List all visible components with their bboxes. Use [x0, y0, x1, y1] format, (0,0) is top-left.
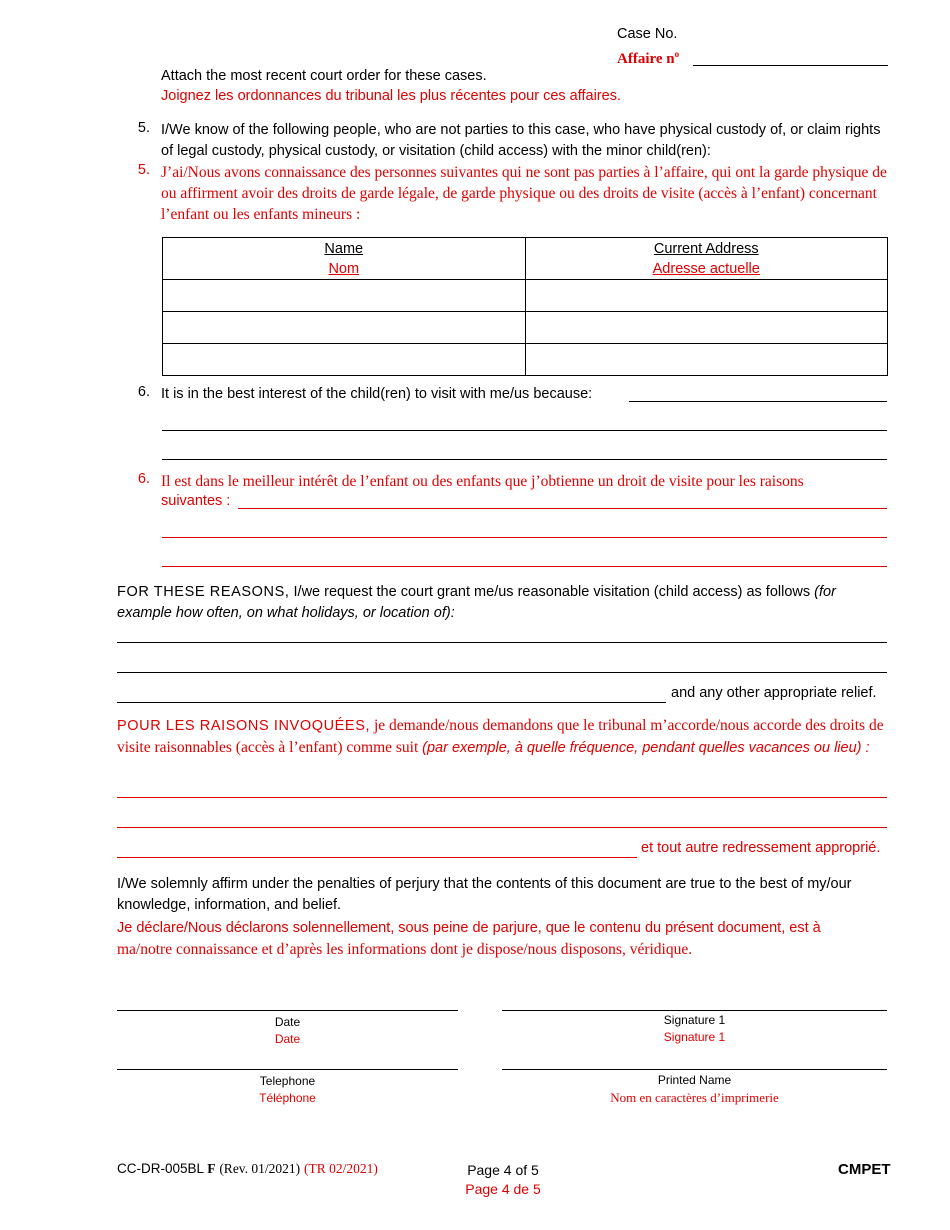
- visitation-field-1[interactable]: [117, 642, 887, 643]
- item5-text-en: I/We know of the following people, who are not parties to this case, who have physical custody of, or claim rights of legal custody, physical custody, or visitation (child access) with the minor child(ren):: [161, 122, 881, 159]
- item6-reason-field-1[interactable]: [629, 401, 887, 402]
- visitation-fr-field-3[interactable]: [117, 857, 637, 858]
- item6-number-fr: 6.: [137, 471, 150, 487]
- name-cell[interactable]: [163, 312, 526, 344]
- table-row: [163, 280, 888, 312]
- reasons-text-fr: POUR LES RAISONS INVOQUÉES, je demande/nous demandons que le tribunal m’accorde/nous accorde des droits de visite raisonnables (accès à l’enfant) comme suit (par exemple, à quelle fréquence, pendant quelles vacances ou lieu) :: [117, 717, 884, 756]
- date-field[interactable]: [117, 1010, 458, 1011]
- relief-text-fr: et tout autre redressement approprié.: [641, 840, 881, 856]
- case-no-label: Case No.: [617, 26, 678, 42]
- printed-name-label: Printed Name Nom en caractères d’imprimerie: [610, 1073, 779, 1105]
- affirmation-fr-line1: Je déclare/Nous déclarons solennellement, sous peine de parjure, que le contenu du présent document, est à: [117, 920, 821, 936]
- item5-number-fr: 5.: [137, 162, 150, 178]
- item6-fr-reason-field-3[interactable]: [162, 566, 887, 567]
- form-code: CC-DR-005BL F (Rev. 01/2021) (TR 02/2021): [117, 1161, 378, 1176]
- address-cell[interactable]: [525, 344, 888, 376]
- page-number: Page 4 of 5 Page 4 de 5: [465, 1162, 541, 1197]
- name-cell[interactable]: [163, 280, 526, 312]
- name-column-header: Name Nom: [163, 238, 526, 280]
- case-number-field[interactable]: [693, 65, 888, 66]
- affirmation-fr-line2: ma/notre connaissance et d’après les informations dont je dispose/nous disposons, véridique.: [117, 941, 693, 958]
- item5-number: 5.: [137, 120, 150, 136]
- item6-text-fr-line2: suivantes :: [161, 493, 231, 509]
- people-table: [162, 237, 888, 376]
- signature-label: Signature 1 Signature 1: [663, 1013, 726, 1044]
- item6-text-en: It is in the best interest of the child(ren) to visit with me/us because:: [161, 386, 593, 402]
- attach-instruction-fr: Joignez les ordonnances du tribunal les plus récentes pour ces affaires.: [161, 88, 621, 104]
- affaire-label: Affaire $n^o$: [617, 49, 680, 67]
- item6-text-fr-line1: Il est dans le meilleur intérêt de l’enfant ou des enfants que j’obtienne un droit de visite pour les raisons: [161, 473, 804, 490]
- item6-number: 6.: [137, 384, 150, 400]
- telephone-field[interactable]: [117, 1069, 458, 1070]
- address-cell[interactable]: [525, 312, 888, 344]
- table-row: [163, 344, 888, 376]
- visitation-field-3[interactable]: [117, 702, 666, 703]
- printed-name-field[interactable]: [502, 1069, 887, 1070]
- name-cell[interactable]: [163, 344, 526, 376]
- visitation-field-2[interactable]: [117, 672, 887, 673]
- item6-reason-field-2[interactable]: [162, 430, 887, 431]
- address-column-header: Current Address Adresse actuelle: [525, 238, 888, 280]
- form-acronym: CMPET: [838, 1161, 891, 1178]
- affirmation-en: I/We solemnly affirm under the penalties of perjury that the contents of this document are true to the best of my/our knowledge, information, and belief.: [117, 876, 852, 913]
- address-cell[interactable]: [525, 280, 888, 312]
- item5-text-fr: J’ai/Nous avons connaissance des personnes suivantes qui ne sont pas parties à l’affaire, qui ont la garde physique de ou affirment avoir des droits de garde légale, de garde physique ou des droits de visite (accès à l’enfant) concernant l’enfant ou les enfants mineurs :: [161, 164, 887, 223]
- visitation-fr-field-1[interactable]: [117, 797, 887, 798]
- date-label: Date Date: [274, 1015, 301, 1046]
- relief-text-en: and any other appropriate relief.: [671, 685, 877, 701]
- reasons-text-en: FOR THESE REASONS, I/we request the court grant me/us reasonable visitation (child access) as follows (for example how often, on what holidays, or location of):: [117, 584, 836, 621]
- item6-reason-field-3[interactable]: [162, 459, 887, 460]
- item6-fr-reason-field-2[interactable]: [162, 537, 887, 538]
- item6-fr-reason-field-1[interactable]: [238, 508, 887, 509]
- visitation-fr-field-2[interactable]: [117, 827, 887, 828]
- table-row: [163, 312, 888, 344]
- telephone-label: Telephone Téléphone: [259, 1074, 316, 1105]
- attach-instruction-en: Attach the most recent court order for these cases.: [161, 68, 487, 84]
- signature-field[interactable]: [502, 1010, 887, 1011]
